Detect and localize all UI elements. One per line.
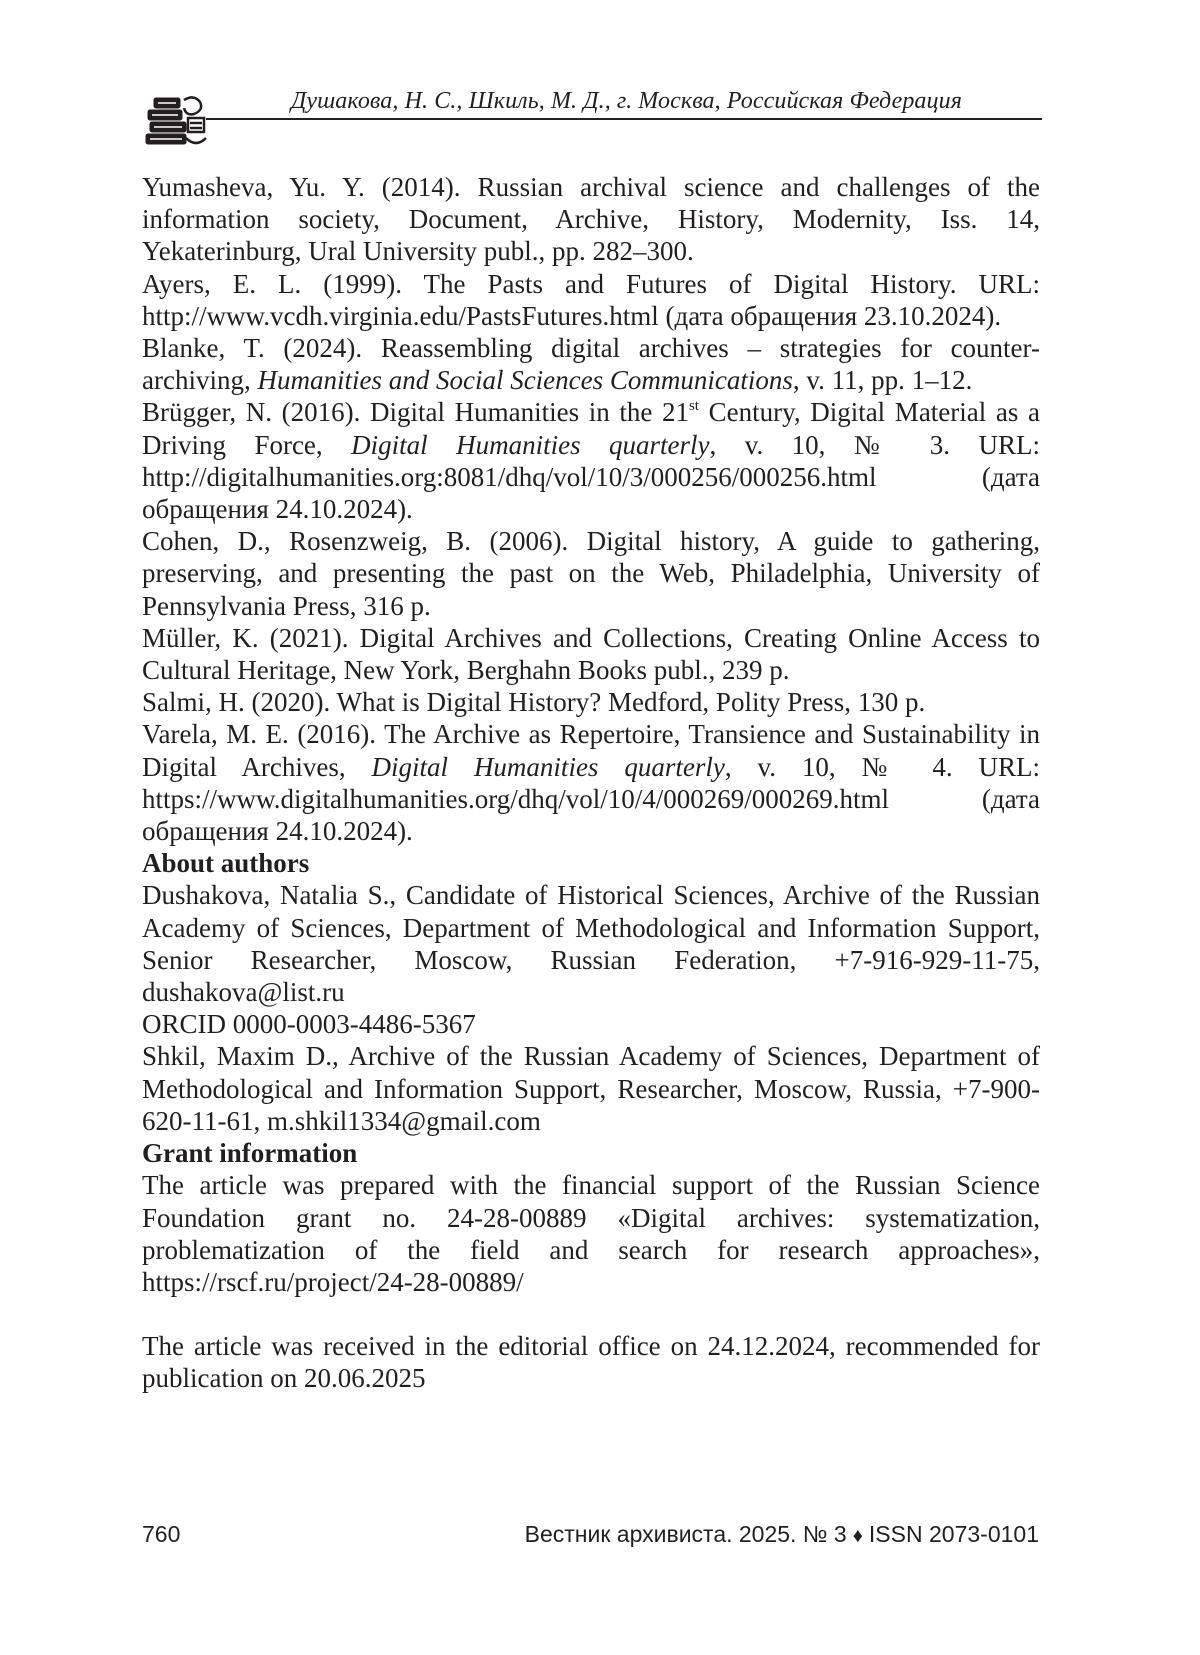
page-number: 760 — [142, 1521, 181, 1547]
page-footer — [142, 1521, 1039, 1553]
reference-item: Yumasheva, Yu. Y. (2014). Russian archival science and challenges of the information society, Document, Archive, History, Modernity, Iss. 14, Yekaterinburg, Ural University publ., pp. 282–300. — [142, 172, 1040, 267]
archive-logo-icon — [144, 90, 210, 148]
orcid: ORCID 0000-0003-4486-5367 — [142, 1009, 476, 1040]
grant-heading: Grant information — [142, 1138, 358, 1169]
issn: ISSN 2073-0101 — [868, 1521, 1039, 1547]
reference-item: Varela, M. E. (2016). The Archive as Repertoire, Transience and Sustainability in Digital Archives, Digital Humanities quarterly, v. 10, № 4. URL: https://www.digitalhumanities.org/dhq/vol/10/4/000269/000269.html (дата обращения 24.10.2024). — [142, 719, 1041, 847]
grant-text: The article was prepared with the financial support of the Russian Science Foundation grant no. 24-28-00889 «Digital archives: systematization, problematization of the field and search for research approaches», https://rscf.ru/project/24-28-00889/ — [142, 1170, 1040, 1297]
about-authors-heading: About authors — [142, 848, 310, 879]
received-note: The article was received in the editorial office on 24.12.2024, recommended for publication on 20.06.2025 — [142, 1331, 1040, 1394]
author-info: Shkil, Maxim D., Archive of the Russian Academy of Sciences, Department of Methodological and Information Support, Researcher, Moscow, Russia, +7-900-620-11-61, m.shkil1334@gmail.com — [142, 1041, 1040, 1136]
reference-item: Brügger, N. (2016). Digital Humanities in the 21st Century, Digital Material as a Driving Force, Digital Humanities quarterly, v. 10, № 3. URL: http://digitalhumanities.org:8081/dhq/vol/10/3/000256/000256.html (дата обращения 24.10.2024). — [142, 397, 1040, 525]
reference-item: Salmi, H. (2020). What is Digital History? Medford, Polity Press, 130 p. — [142, 687, 926, 718]
reference-item: Blanke, T. (2024). Reassembling digital archives – strategies for counter-archiving, Humanities and Social Sciences Communications, v. 11, pp. 1–12. — [142, 333, 1040, 396]
spacer — [142, 1298, 1040, 1330]
author-info: Dushakova, Natalia S., Candidate of Historical Sciences, Archive of the Russian Academy of Sciences, Department of Methodological and Information Support, Senior Researcher, Moscow, Russian Federation, +7-916-929-11-75, dushakova@list.ru — [142, 880, 1040, 1008]
reference-item: Cohen, D., Rosenzweig, B. (2006). Digital history, A guide to gathering, preserving, and presenting the past on the Web, Philadelphia, University of Pennsylvania Press, 316 p. — [142, 526, 1040, 621]
header-divider — [206, 118, 1042, 120]
running-head: Душакова, Н. С., Шкиль, М. Д., г. Москва, Российская Федерация — [290, 88, 962, 114]
diamond-separator-icon: ♦ — [852, 1525, 863, 1547]
page-content — [142, 171, 1040, 1395]
page-header — [140, 82, 1042, 152]
reference-list — [142, 171, 1040, 847]
reference-item: Müller, K. (2021). Digital Archives and Collections, Creating Online Access to Cultural Heritage, New York, Berghahn Books publ., 239 p. — [142, 622, 1040, 686]
journal-title: Вестник архивиста. 2025. № 3 — [524, 1521, 847, 1547]
reference-item: Ayers, E. L. (1999). The Pasts and Futures of Digital History. URL: http://www.vcdh.virginia.edu/PastsFutures.html (дата обращения 23.10.2024). — [142, 268, 1040, 331]
journal-info — [525, 1521, 1039, 1548]
